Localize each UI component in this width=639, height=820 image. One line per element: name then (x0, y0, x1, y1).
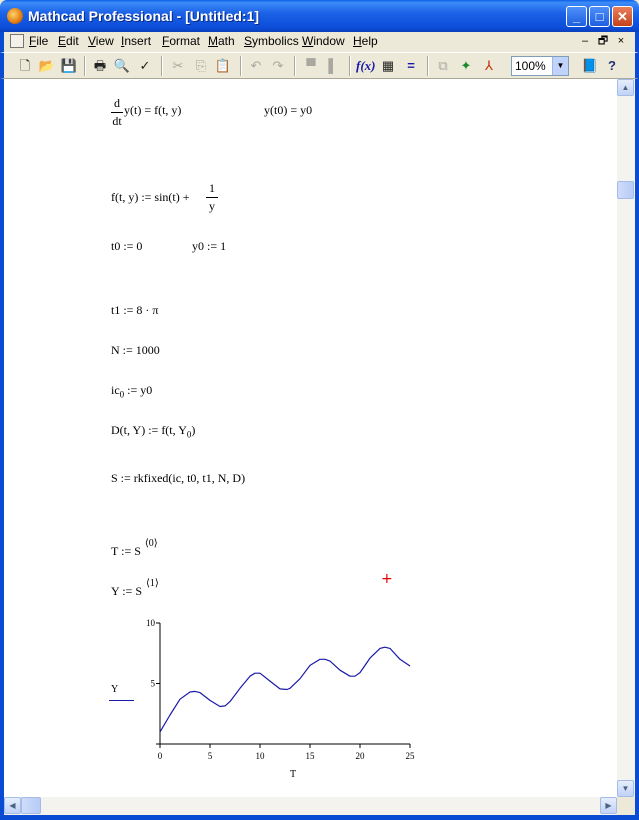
zoom-value: 100% (515, 59, 546, 73)
insert-unit-icon[interactable]: ▦ (381, 58, 395, 73)
window-title: Mathcad Professional - [Untitled:1] (28, 8, 260, 24)
window-frame-bottom (0, 815, 639, 820)
plot-x-tick-label: 0 (157, 751, 163, 761)
doc-restore-button[interactable]: 🗗 (597, 35, 609, 47)
save-icon[interactable]: 💾 (60, 58, 78, 73)
paste-icon[interactable]: 📋 (214, 58, 232, 73)
standard-toolbar (0, 52, 639, 79)
scroll-left-button[interactable]: ◀ (4, 797, 21, 814)
crosshair-cursor: + (381, 571, 393, 587)
s-definition[interactable]: S := rkfixed(ic, t0, t1, N, D) (111, 471, 246, 485)
y-definition[interactable]: Y := $S^{⟨1⟩}$ (111, 578, 159, 598)
derivative-denominator: dt (112, 114, 122, 128)
t0-definition[interactable]: t0 := 0 (111, 239, 143, 253)
plot-y-tick-label: 10 (146, 618, 155, 628)
print-icon[interactable]: 🖶 (93, 58, 107, 73)
toolbar-separator (84, 56, 86, 76)
menu-window[interactable]: Window (302, 34, 345, 48)
f-definition[interactable]: f(t, y) := sin(t) + (111, 190, 190, 204)
toolbar-separator (294, 56, 296, 76)
worksheet[interactable] (4, 79, 617, 797)
vertical-scroll-thumb[interactable] (617, 181, 634, 199)
redo-icon[interactable]: ↷ (272, 58, 284, 73)
n-definition[interactable]: N := 1000 (111, 343, 160, 357)
copy-icon[interactable]: ⎘ (195, 58, 207, 73)
spell-check-icon[interactable]: ✓ (139, 58, 151, 73)
menu-insert[interactable]: Insert (121, 34, 152, 48)
fraction-denominator: y (206, 197, 218, 214)
y0-definition[interactable]: y0 := 1 (192, 239, 227, 253)
window-maximize-button[interactable]: □ (589, 6, 610, 27)
scroll-right-button[interactable]: ▶ (600, 797, 617, 814)
cut-icon[interactable]: ✂ (172, 58, 184, 73)
scroll-down-button[interactable]: ▼ (617, 780, 634, 797)
t1-definition[interactable]: t1 := 8 · π (111, 303, 159, 317)
plot-x-tick-label: 5 (207, 751, 213, 761)
align-icon[interactable]: ▀ (306, 58, 316, 73)
toolbar-separator (349, 56, 351, 76)
t-definition[interactable]: T := $S^{⟨0⟩}$ (111, 538, 158, 558)
window-frame-right (635, 79, 639, 820)
toolbar-separator (240, 56, 242, 76)
insert-function-icon[interactable]: f(x) (356, 58, 376, 73)
fraction-numerator: 1 (209, 181, 215, 195)
menu-help[interactable]: Help (353, 34, 378, 48)
book-icon[interactable]: 📘 (581, 58, 599, 73)
menu-format[interactable]: Format (162, 34, 201, 48)
menu-edit[interactable]: Edit (58, 34, 79, 48)
mathcad-app-icon[interactable] (7, 8, 23, 24)
menu-bar (0, 32, 639, 52)
toolbar-separator (427, 56, 429, 76)
horizontal-scrollbar[interactable] (4, 797, 617, 815)
plot-x-tick-label: 25 (405, 751, 415, 761)
trace-icon[interactable]: ⅄ (485, 58, 493, 73)
initial-condition[interactable]: y(t0) = y0 (264, 103, 313, 117)
plot-y-axis-label[interactable]: Y (111, 684, 119, 695)
help-icon[interactable]: ? (608, 58, 616, 73)
scrollbar-corner (617, 797, 635, 815)
component-icon[interactable]: ⧉ (438, 58, 448, 73)
plot-x-tick-label: 15 (305, 751, 315, 761)
plot-legend-line (109, 700, 134, 701)
new-icon[interactable]: 🗋 (19, 58, 31, 73)
toolbar-separator (161, 56, 163, 76)
resource-center-icon[interactable]: ✦ (460, 58, 472, 73)
vertical-scrollbar[interactable] (617, 79, 635, 797)
scroll-up-button[interactable]: ▲ (617, 79, 634, 96)
menu-math[interactable]: Math (208, 34, 235, 48)
horizontal-scroll-thumb[interactable] (21, 797, 41, 814)
plot-series-line (160, 647, 410, 732)
plot-x-tick-label: 10 (255, 751, 265, 761)
plot-x-tick-label: 20 (355, 751, 365, 761)
menu-view[interactable]: View (88, 34, 114, 48)
menu-file[interactable]: File (29, 34, 49, 48)
calculate-icon[interactable]: = (407, 58, 415, 73)
document-icon[interactable] (10, 34, 24, 48)
undo-icon[interactable]: ↶ (250, 58, 262, 73)
d-definition[interactable]: D(t, Y) := f(t, $Y_0$) (111, 423, 196, 440)
menu-symbolics[interactable]: Symbolics (244, 34, 299, 48)
doc-minimize-button[interactable]: – (581, 35, 589, 47)
print-preview-icon[interactable]: 🔍 (113, 58, 131, 73)
align-down-icon[interactable]: ▌ (328, 58, 338, 73)
xy-plot[interactable] (4, 79, 617, 797)
plot-x-axis-label[interactable]: T (290, 769, 297, 780)
window-close-button[interactable]: ✕ (612, 6, 633, 27)
ic-definition[interactable]: $ic_0$ := y0 (111, 383, 153, 400)
derivative-numerator: d (114, 96, 120, 110)
window-minimize-button[interactable]: _ (566, 6, 587, 27)
open-icon[interactable]: 📂 (38, 58, 56, 73)
chevron-down-icon[interactable]: ▼ (552, 57, 568, 75)
ode-equation[interactable]: y(t) = f(t, y) (124, 103, 182, 117)
zoom-select[interactable] (511, 56, 569, 76)
plot-y-tick-label: 5 (150, 678, 155, 689)
doc-close-button[interactable]: × (617, 35, 625, 47)
title-bar (0, 0, 639, 32)
